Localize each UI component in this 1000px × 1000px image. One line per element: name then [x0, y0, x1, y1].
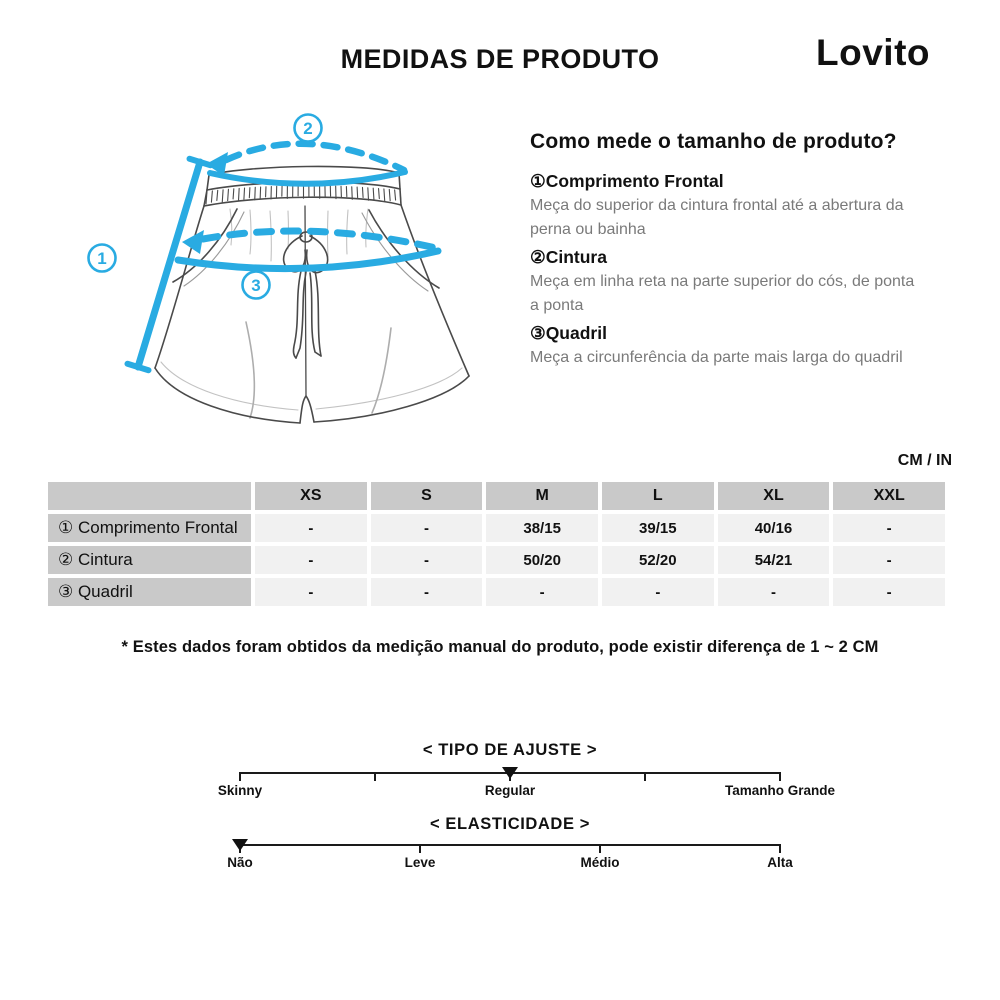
measure-guide-items	[530, 169, 960, 370]
table-col-header-xxl: XXL	[833, 482, 945, 510]
fit-type-scale-marker	[502, 767, 518, 779]
inner-hem-line	[161, 362, 298, 410]
hip-arrowhead	[182, 230, 204, 254]
measure-item-2-label: ②Cintura	[530, 247, 607, 267]
hip-dashed-arc	[203, 231, 440, 249]
center-notch	[300, 396, 314, 423]
table-row-label: ① Comprimento Frontal	[48, 514, 251, 542]
table-row-label: ② Cintura	[48, 546, 251, 574]
table-value-cell: 52/20	[602, 546, 714, 574]
table-row-1	[48, 514, 945, 542]
table-value-cell: -	[371, 546, 483, 574]
table-value-cell: -	[833, 578, 945, 606]
table-value-cell: 50/20	[486, 546, 598, 574]
elasticity-scale-label-leve: Leve	[404, 855, 436, 870]
annotation-number-waist: 2	[303, 119, 313, 138]
measure-item-3-label: ③Quadril	[530, 323, 607, 343]
fit-type-scale-tick	[509, 772, 511, 781]
shorts-illustration	[60, 100, 530, 450]
table-col-header-xl: XL	[718, 482, 830, 510]
elasticity-scale-marker	[232, 839, 248, 851]
table-value-cell: 38/15	[486, 514, 598, 542]
size-table	[48, 482, 945, 610]
shorts-drawing	[60, 100, 530, 450]
right-side-seam	[401, 205, 469, 376]
table-row-2	[48, 546, 945, 574]
waist-solid-arc	[210, 172, 405, 184]
measure-item-2-desc: Meça em linha reta na parte superior do cós, de ponta a ponta	[530, 273, 915, 314]
fit-type-scale-tick	[374, 772, 376, 781]
elasticity-scale-line	[240, 844, 780, 846]
measure-item-3-desc: Meça a circunferência da parte mais larga do quadril	[530, 349, 903, 366]
page-title: MEDIDAS DE PRODUTO	[340, 44, 660, 74]
table-value-cell: -	[255, 546, 367, 574]
measure-item-1-desc: Meça do superior da cintura frontal até a abertura da perna ou bainha	[530, 197, 904, 238]
fit-type-scale-line	[240, 772, 780, 774]
table-col-header-m: M	[486, 482, 598, 510]
elasticity-scale-tick	[599, 844, 601, 853]
fit-type-scale-tick	[239, 772, 241, 781]
table-value-cell: 39/15	[602, 514, 714, 542]
elasticity-scale-label-alta: Alta	[767, 855, 793, 870]
elasticity-scale-tick	[239, 844, 241, 853]
table-value-cell: 40/16	[718, 514, 830, 542]
table-corner-cell	[48, 482, 251, 510]
table-value-cell: -	[602, 578, 714, 606]
elasticity-scale-label-médio: Médio	[580, 855, 620, 870]
fit-type-scale-title: < TIPO DE AJUSTE >	[422, 741, 598, 759]
table-value-cell: -	[255, 514, 367, 542]
annotation-number-hip: 3	[251, 276, 261, 295]
measure-guide-heading: Como mede o tamanho de produto?	[530, 130, 897, 153]
fit-type-scale-tick	[644, 772, 646, 781]
right-hem	[314, 376, 469, 422]
table-value-cell: 54/21	[718, 546, 830, 574]
table-col-header-s: S	[371, 482, 483, 510]
measure-item-1-label: ①Comprimento Frontal	[530, 171, 724, 191]
center-front-seam	[305, 206, 306, 396]
measure-item-1	[530, 169, 960, 241]
fit-type-scale-tick	[779, 772, 781, 781]
waistband-top-edge	[209, 166, 399, 175]
table-value-cell: -	[486, 578, 598, 606]
table-row-label: ③ Quadril	[48, 578, 251, 606]
unit-label: CM / IN	[897, 452, 952, 469]
fit-type-scale-label-tamanho-grande: Tamanho Grande	[724, 783, 836, 798]
table-value-cell: -	[255, 578, 367, 606]
elasticity-scale-title: < ELASTICIDADE >	[430, 815, 590, 833]
table-header-row	[48, 482, 945, 510]
table-col-header-l: L	[602, 482, 714, 510]
table-value-cell: -	[833, 514, 945, 542]
table-col-header-xs: XS	[255, 482, 367, 510]
measure-guide	[530, 130, 960, 370]
table-row-3	[48, 578, 945, 606]
elasticity-scale-tick	[419, 844, 421, 853]
measurement-footnote: * Estes dados foram obtidos da medição manual do produto, pode existir diferença de 1 ~ 2 CM	[121, 638, 879, 656]
table-value-cell: -	[833, 546, 945, 574]
brand-logo: Lovito	[816, 32, 930, 73]
measure-item-2	[530, 245, 960, 317]
gather-line	[230, 209, 232, 245]
table-value-cell: -	[371, 514, 483, 542]
elasticity-scale-tick	[779, 844, 781, 853]
fit-type-scale-label-regular: Regular	[484, 783, 536, 798]
table-value-cell: -	[718, 578, 830, 606]
fit-type-scale-label-skinny: Skinny	[217, 783, 263, 798]
annotation-number-front-length: 1	[97, 249, 107, 268]
elasticity-scale-label-não: Não	[227, 855, 253, 870]
measure-item-3	[530, 321, 960, 370]
table-value-cell: -	[371, 578, 483, 606]
